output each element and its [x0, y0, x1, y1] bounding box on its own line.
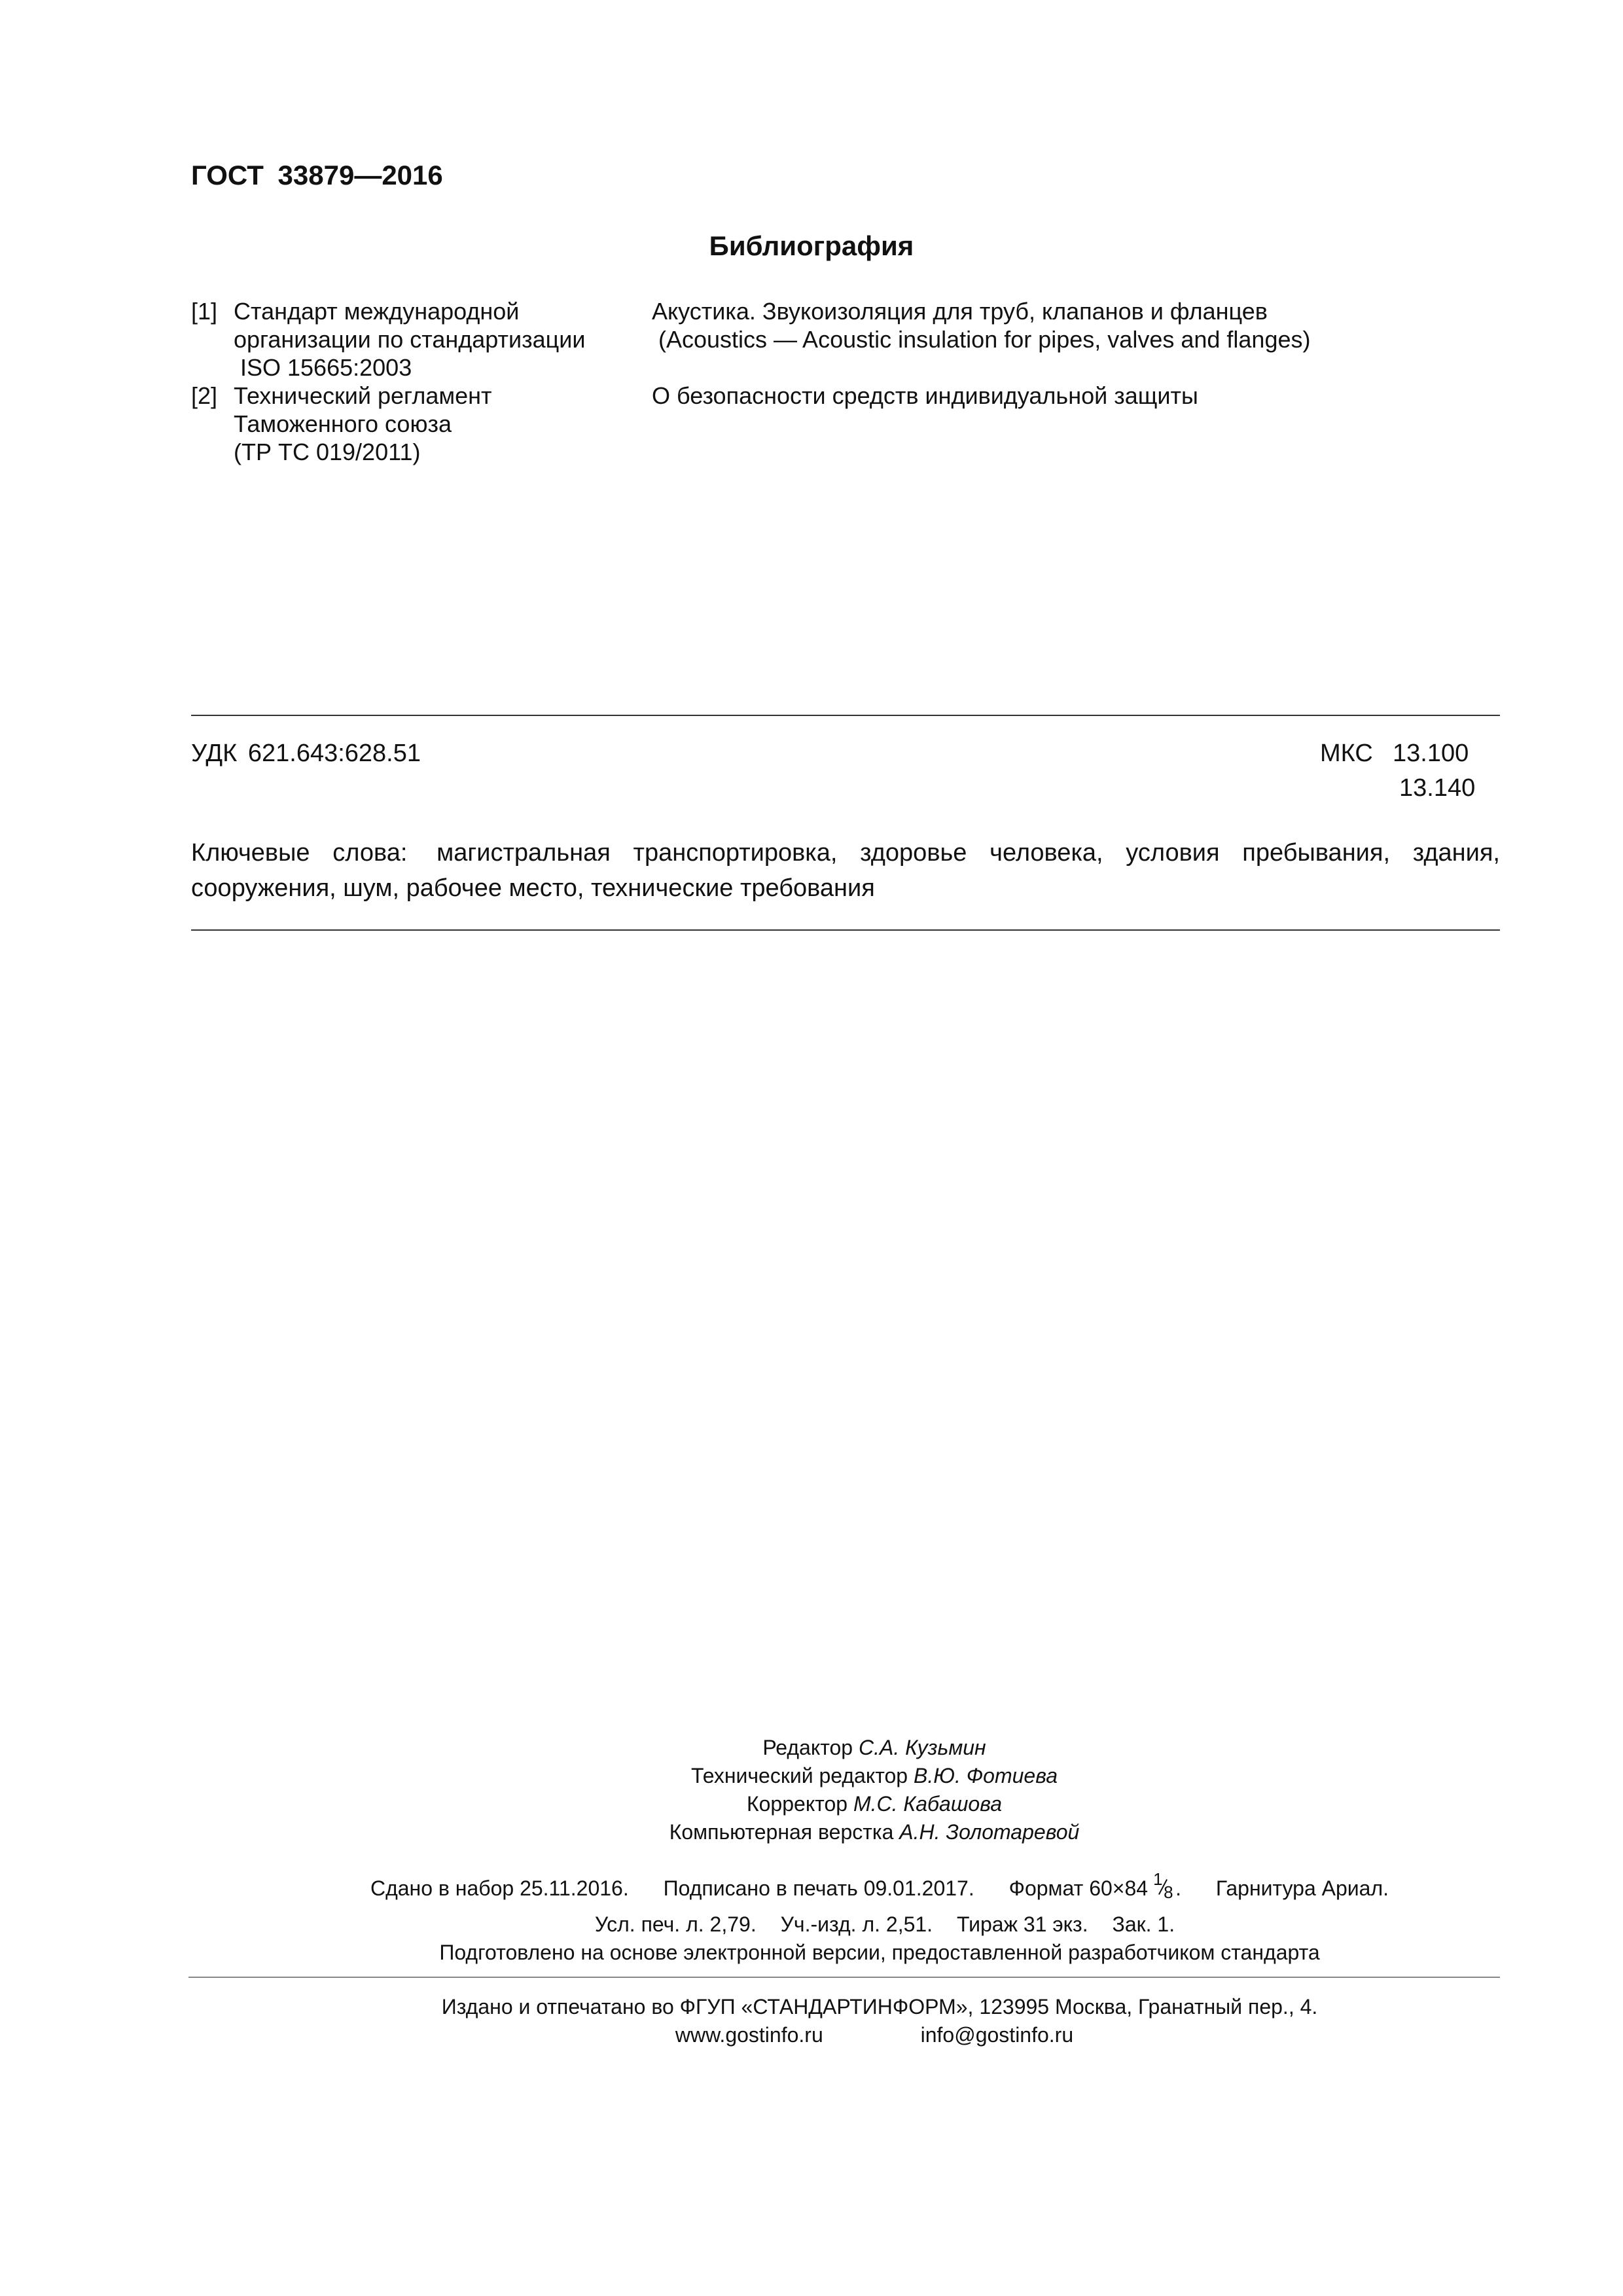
- email-link[interactable]: info@gostinfo.ru: [920, 2023, 1074, 2047]
- keywords-label: Ключевые слова:: [191, 839, 408, 867]
- editor-role: Редактор: [762, 1736, 853, 1759]
- editor-name: С.А. Кузьмин: [858, 1736, 986, 1759]
- signed-date: Подписано в печать 09.01.2017.: [663, 1876, 974, 1900]
- publisher-contacts: [220, 2023, 1529, 2047]
- editor-role: Технический редактор: [690, 1764, 908, 1787]
- entry-source-line: ISO 15665:2003: [240, 354, 412, 381]
- fraction-denominator: 8: [1164, 1882, 1173, 1902]
- publisher-address: Издано и отпечатано во ФГУП «СТАНДАРТИНФОРМ», 123995 Москва, Гранатный пер., 4.: [441, 1995, 1318, 2018]
- document-code: ГОСТ 33879—2016: [191, 160, 443, 190]
- entry-source-line: (ТР ТС 019/2011): [234, 439, 421, 465]
- paper-format: Формат 60×84 1 8 .: [1008, 1869, 1181, 1902]
- imprint-sheets: [230, 1912, 1539, 1937]
- fraction-numerator: 1: [1153, 1869, 1163, 1889]
- editor-role: Компьютерная верстка: [669, 1820, 894, 1844]
- imprint-editor: [220, 1792, 1529, 1816]
- imprint-editor: [220, 1764, 1529, 1788]
- entry-source-line: Таможенного союза: [234, 410, 452, 437]
- editor-name: В.Ю. Фотиева: [913, 1764, 1058, 1787]
- entry-title-line: О безопасности средств индивидуальной защиты: [652, 382, 1198, 409]
- entry-source-line: организации по стандартизации: [234, 326, 586, 353]
- entry-number: [1]: [191, 298, 218, 325]
- mks-code: 13.100: [1393, 740, 1469, 767]
- divider-line: [188, 1977, 1500, 1978]
- editor-name: А.Н. Золотаревой: [899, 1820, 1080, 1844]
- entry-source-line: Технический регламент: [234, 382, 492, 409]
- prepared-note: Подготовлено на основе электронной версии, предоставленной разработчиком стандарта: [439, 1941, 1320, 1964]
- imprint-editor: [220, 1820, 1529, 1844]
- entry-number: [2]: [191, 382, 218, 409]
- format-fraction: [1150, 1869, 1175, 1902]
- imprint-print-details: [225, 1869, 1534, 1902]
- entry-title-line: Акустика. Звукоизоляция для труб, клапанов и фланцев: [652, 298, 1268, 325]
- typeset-date: Сдано в набор 25.11.2016.: [370, 1876, 629, 1900]
- typeface: Гарнитура Ариал.: [1215, 1876, 1389, 1900]
- format-label: Формат 60×84: [1008, 1876, 1149, 1900]
- mks-label: МКС: [1320, 740, 1373, 767]
- order-number: Зак. 1.: [1112, 1912, 1175, 1936]
- website-link[interactable]: www.gostinfo.ru: [675, 2023, 823, 2047]
- keywords-text: магистральная транспортировка, здоровье человека, условия пребывания, здания, сооружения, шум, рабочее место, технические требования: [191, 839, 1500, 902]
- bibliography-title: Библиография: [709, 230, 914, 261]
- imprint-editor: [220, 1736, 1529, 1760]
- editor-role: Корректор: [746, 1792, 848, 1816]
- publication-sheets: Уч.-изд. л. 2,51.: [780, 1912, 933, 1936]
- udk-code: УДК 621.643:628.51: [191, 740, 421, 767]
- editor-name: М.С. Кабашова: [853, 1792, 1002, 1816]
- entry-title-line: (Acoustics — Acoustic insulation for pipes, valves and flanges): [658, 326, 1311, 353]
- circulation: Тираж 31 экз.: [956, 1912, 1088, 1936]
- divider-line: [191, 715, 1500, 716]
- divider-line: [191, 929, 1500, 931]
- keywords-block: [191, 835, 1500, 906]
- mks-code: 13.140: [1399, 774, 1476, 802]
- print-sheets: Усл. печ. л. 2,79.: [594, 1912, 757, 1936]
- entry-source-line: Стандарт международной: [234, 298, 520, 325]
